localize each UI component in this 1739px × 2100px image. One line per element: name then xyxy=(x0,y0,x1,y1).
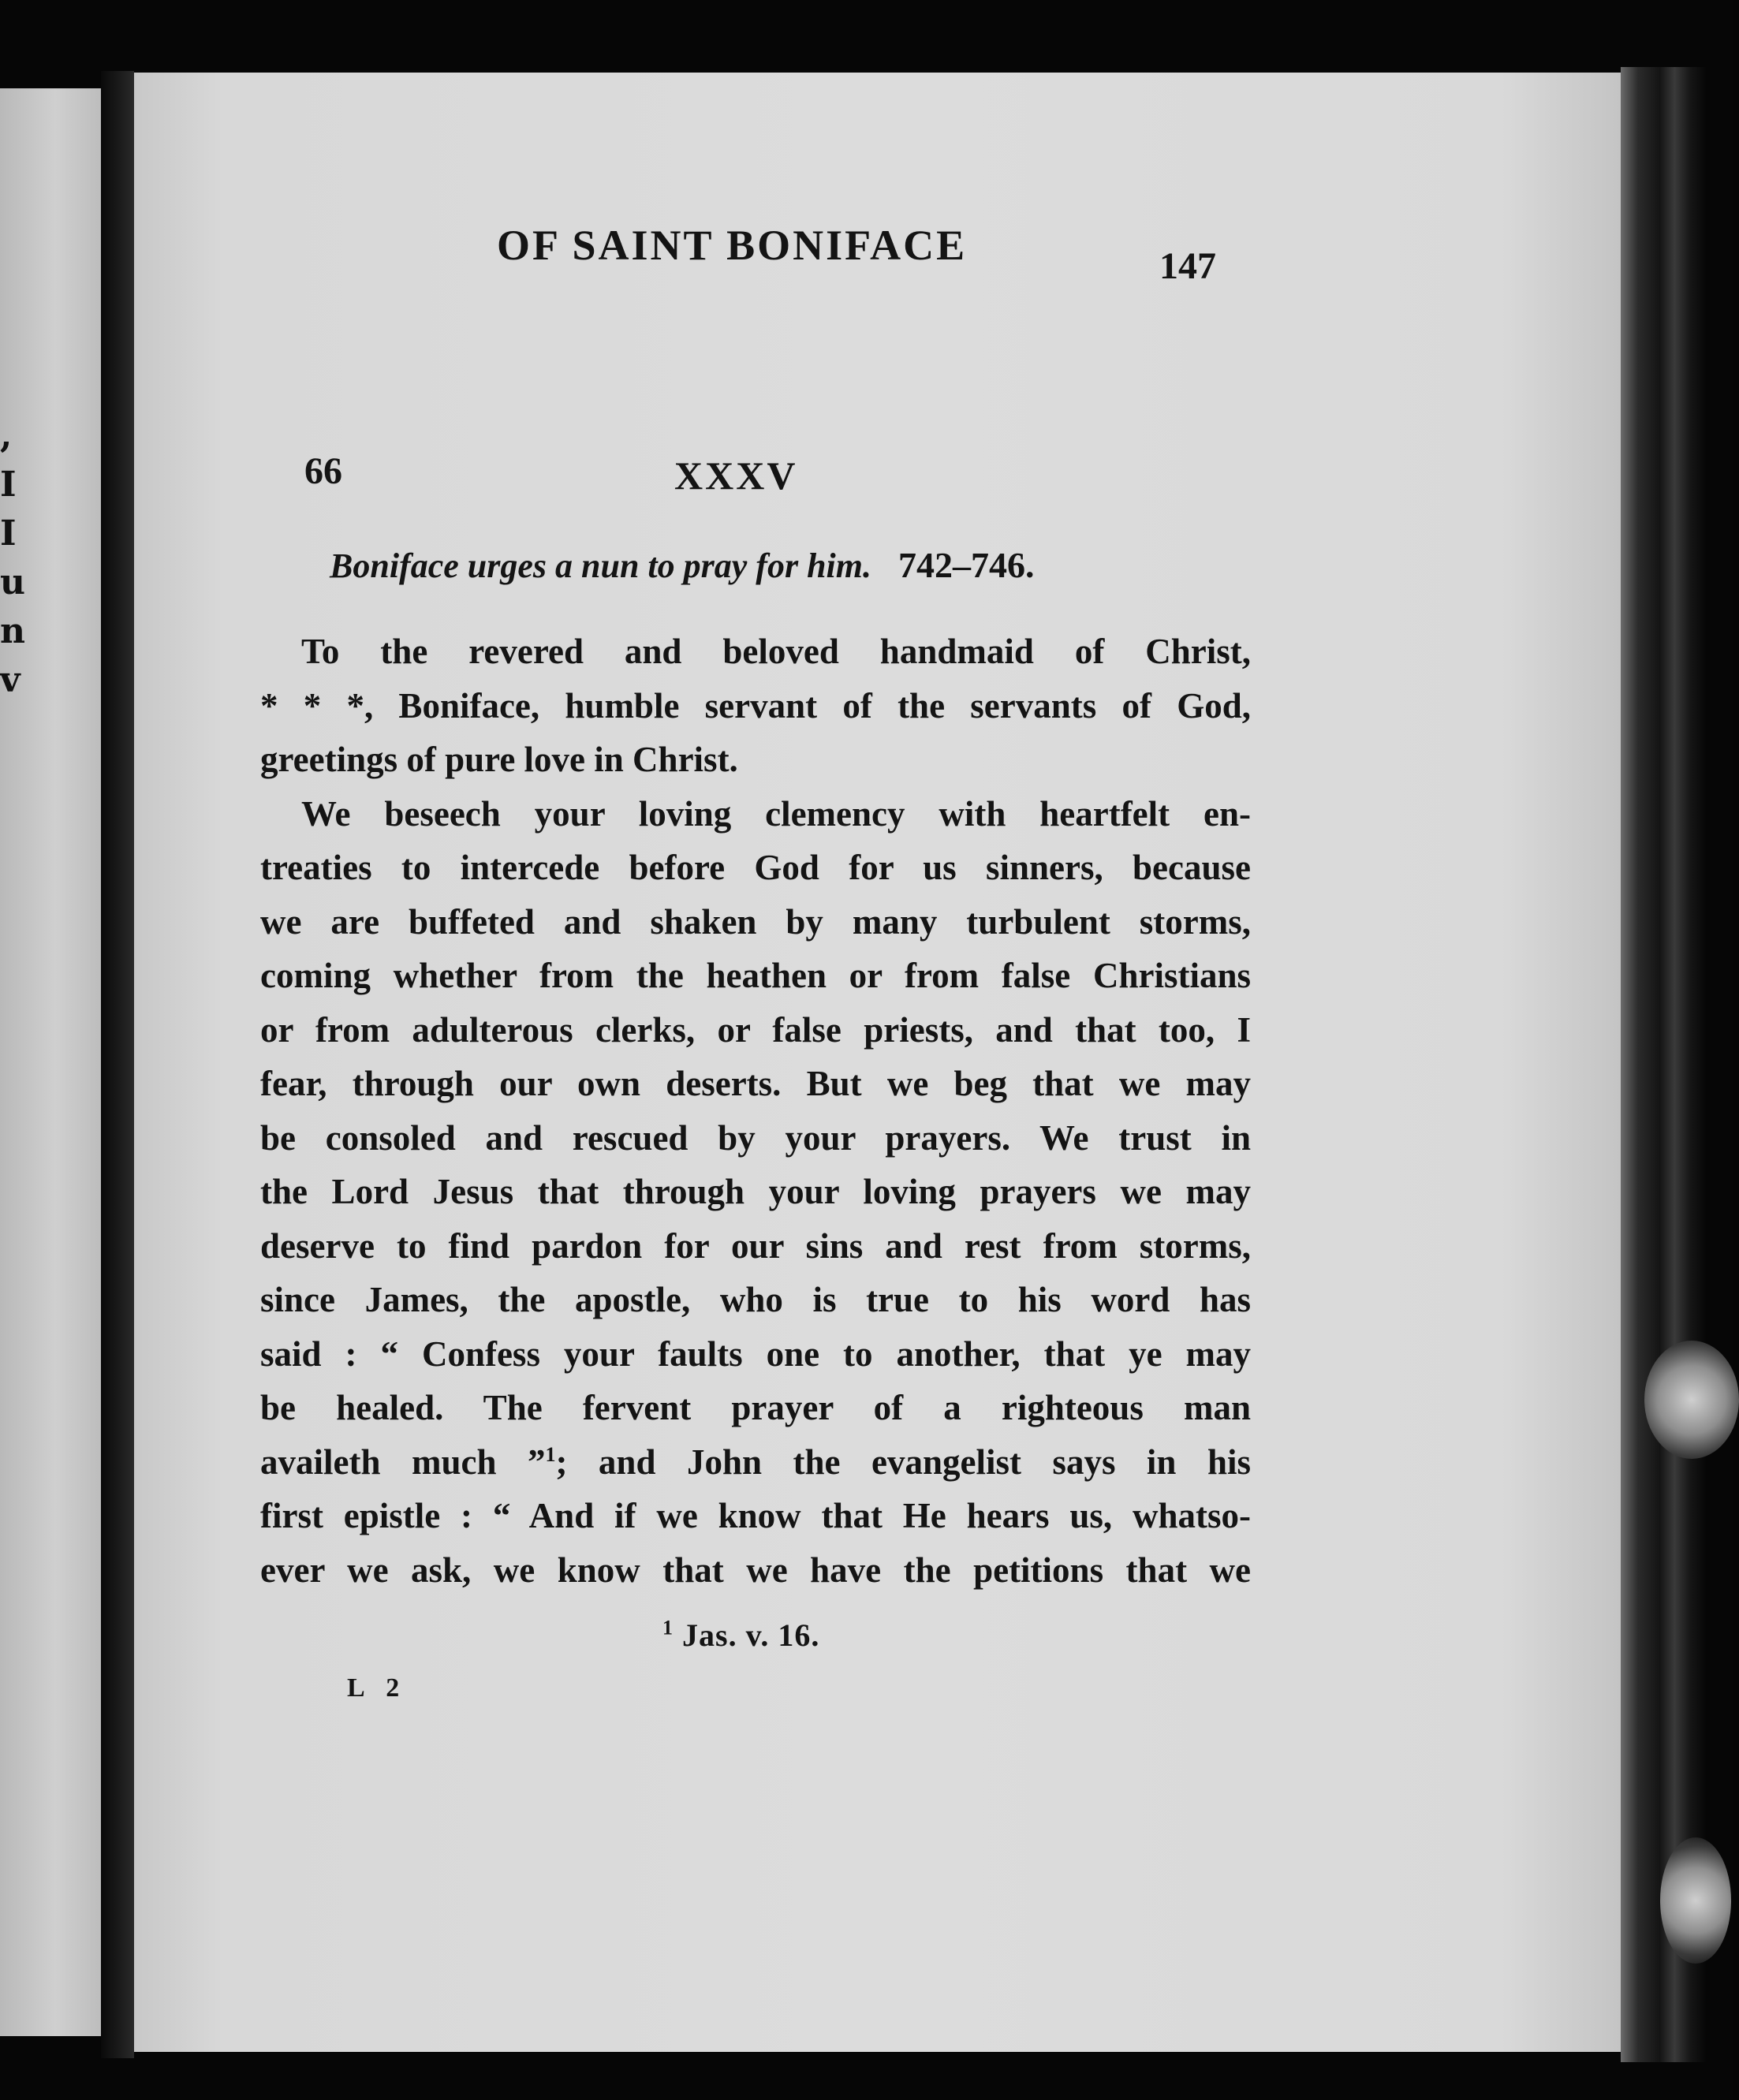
body-line-with-footnote xyxy=(260,1435,1251,1490)
body-line: To the revered and beloved handmaid of Christ, xyxy=(301,632,1251,671)
letter-number: 66 xyxy=(304,450,342,492)
letter-body xyxy=(260,625,1251,1597)
body-line: coming whether from the heathen or from false Christians xyxy=(260,956,1251,995)
body-line: deserve to find pardon for our sins and rest from storms, xyxy=(260,1225,1251,1266)
body-line: treaties to intercede before God for us sinners, because xyxy=(260,848,1251,887)
book-gutter xyxy=(101,71,134,2058)
body-line: fear, through our own deserts. But we beg that we may xyxy=(260,1064,1251,1103)
body-line: first epistle : “ And if we know that He hears us, whatso- xyxy=(260,1496,1251,1535)
letter-summary xyxy=(330,544,1034,586)
body-line: be healed. The fervent prayer of a righteous man xyxy=(260,1388,1251,1427)
page-damage-spot xyxy=(1644,1341,1739,1459)
previous-page-edge xyxy=(0,88,101,2036)
chapter-heading: XXXV xyxy=(674,453,798,498)
summary-text: Boniface urges a nun to pray for him. xyxy=(330,546,871,585)
footnote-reference: 1 xyxy=(545,1442,556,1466)
body-line: since James, the apostle, who is true to his word has xyxy=(260,1280,1251,1319)
page-damage-spot xyxy=(1660,1837,1731,1964)
footnote-text: Jas. v. 16. xyxy=(682,1617,820,1653)
previous-page-glyph: I xyxy=(0,513,17,554)
previous-page-glyph: n xyxy=(0,611,25,651)
previous-page-glyph: , xyxy=(0,416,13,456)
body-line-part: availeth much ” xyxy=(260,1442,546,1482)
body-line: we are buffeted and shaken by many turbulent storms, xyxy=(260,901,1251,942)
page-text xyxy=(134,73,1621,2052)
body-line: greetings of pure love in Christ. xyxy=(260,740,738,779)
previous-page-glyph: I xyxy=(0,464,17,505)
body-line-part: ; and John the evangelist says in his xyxy=(555,1442,1251,1482)
body-line: said : “ Confess your faults one to another, that ye may xyxy=(260,1333,1251,1374)
page-number: 147 xyxy=(1159,245,1216,287)
running-header-title: OF SAINT BONIFACE xyxy=(497,222,968,269)
footnote xyxy=(662,1617,819,1654)
body-line: or from adulterous clerks, or false priests, and that too, I xyxy=(260,1009,1251,1050)
body-line: the Lord Jesus that through your loving prayers we may xyxy=(260,1172,1251,1211)
body-line: We beseech your loving clemency with heartfelt en- xyxy=(301,793,1251,834)
book-page xyxy=(134,73,1621,2052)
letter-date: 742–746. xyxy=(897,545,1035,585)
previous-page-glyph: u xyxy=(0,562,25,602)
body-line: be consoled and rescued by your prayers. We trust in xyxy=(260,1117,1251,1158)
previous-page-glyph: v xyxy=(0,660,21,700)
book-edge xyxy=(1621,67,1707,2062)
previous-page-glyphs xyxy=(0,412,25,705)
body-line: * * *, Boniface, humble servant of the servants of God, xyxy=(260,685,1251,725)
printer-signature-mark: L 2 xyxy=(347,1673,408,1703)
footnote-mark: 1 xyxy=(662,1616,674,1639)
body-line: ever we ask, we know that we have the petitions that we xyxy=(260,1550,1251,1590)
